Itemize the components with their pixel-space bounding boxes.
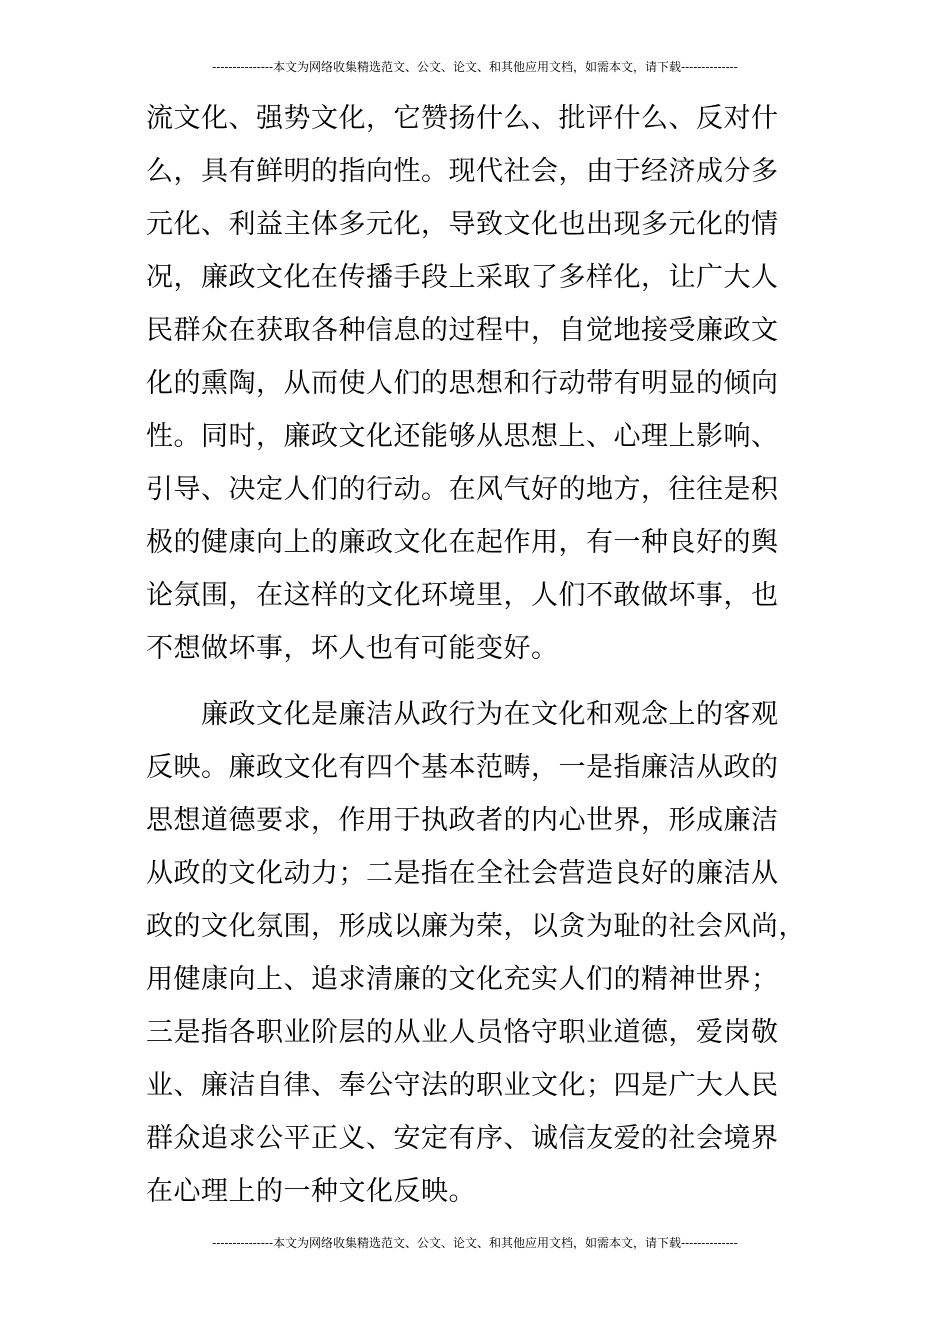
page-header: ---------------本文为网络收集精选范文、公文、论文、和其他应用文档，如需本文，请下载--------------: [212, 60, 738, 74]
text-line: 论氛围，在这样的文化环境里，人们不敢做坏事，也: [146, 580, 779, 611]
text-line: 在心理上的一种文化反映。: [146, 1176, 476, 1207]
text-line: 用健康向上、追求清廉的文化充实人们的精神世界；: [146, 964, 779, 995]
paragraph-2: [146, 688, 806, 1218]
paragraph-1: [146, 92, 806, 675]
text-line: 政的文化氛围，形成以廉为荣，以贪为耻的社会风尚，: [146, 911, 806, 942]
text-line: 么，具有鲜明的指向性。现代社会，由于经济成分多: [146, 156, 779, 187]
text-line: 况，廉政文化在传播手段上采取了多样化，让广大人: [146, 262, 779, 293]
text-line: 流文化、强势文化，它赞扬什么、批评什么、反对什: [146, 103, 779, 134]
text-line: 民群众在获取各种信息的过程中，自觉地接受廉政文: [146, 315, 779, 346]
page-footer: ---------------本文为网络收集精选范文、公文、论文、和其他应用文档，如需本文，请下载--------------: [212, 1236, 738, 1250]
text-line: 廉政文化是廉洁从政行为在文化和观念上的客观: [146, 699, 779, 730]
text-line: 极的健康向上的廉政文化在起作用，有一种良好的舆: [146, 527, 779, 558]
text-line: 业、廉洁自律、奉公守法的职业文化；四是广大人民: [146, 1070, 779, 1101]
text-line: 元化、利益主体多元化，导致文化也出现多元化的情: [146, 209, 779, 240]
text-line: 引导、决定人们的行动。在风气好的地方，往往是积: [146, 474, 779, 505]
text-line: 三是指各职业阶层的从业人员恪守职业道德，爱岗敬: [146, 1017, 779, 1048]
text-line: 性。同时，廉政文化还能够从思想上、心理上影响、: [146, 421, 779, 452]
text-line: 思想道德要求，作用于执政者的内心世界，形成廉洁: [146, 805, 779, 836]
text-line: 不想做坏事，坏人也有可能变好。: [146, 633, 559, 664]
text-line: 从政的文化动力；二是指在全社会营造良好的廉洁从: [146, 858, 779, 889]
text-line: 群众追求公平正义、安定有序、诚信友爱的社会境界: [146, 1123, 779, 1154]
text-line: 反映。廉政文化有四个基本范畴，一是指廉洁从政的: [146, 752, 779, 783]
text-line: 化的熏陶，从而使人们的思想和行动带有明显的倾向: [146, 368, 779, 399]
